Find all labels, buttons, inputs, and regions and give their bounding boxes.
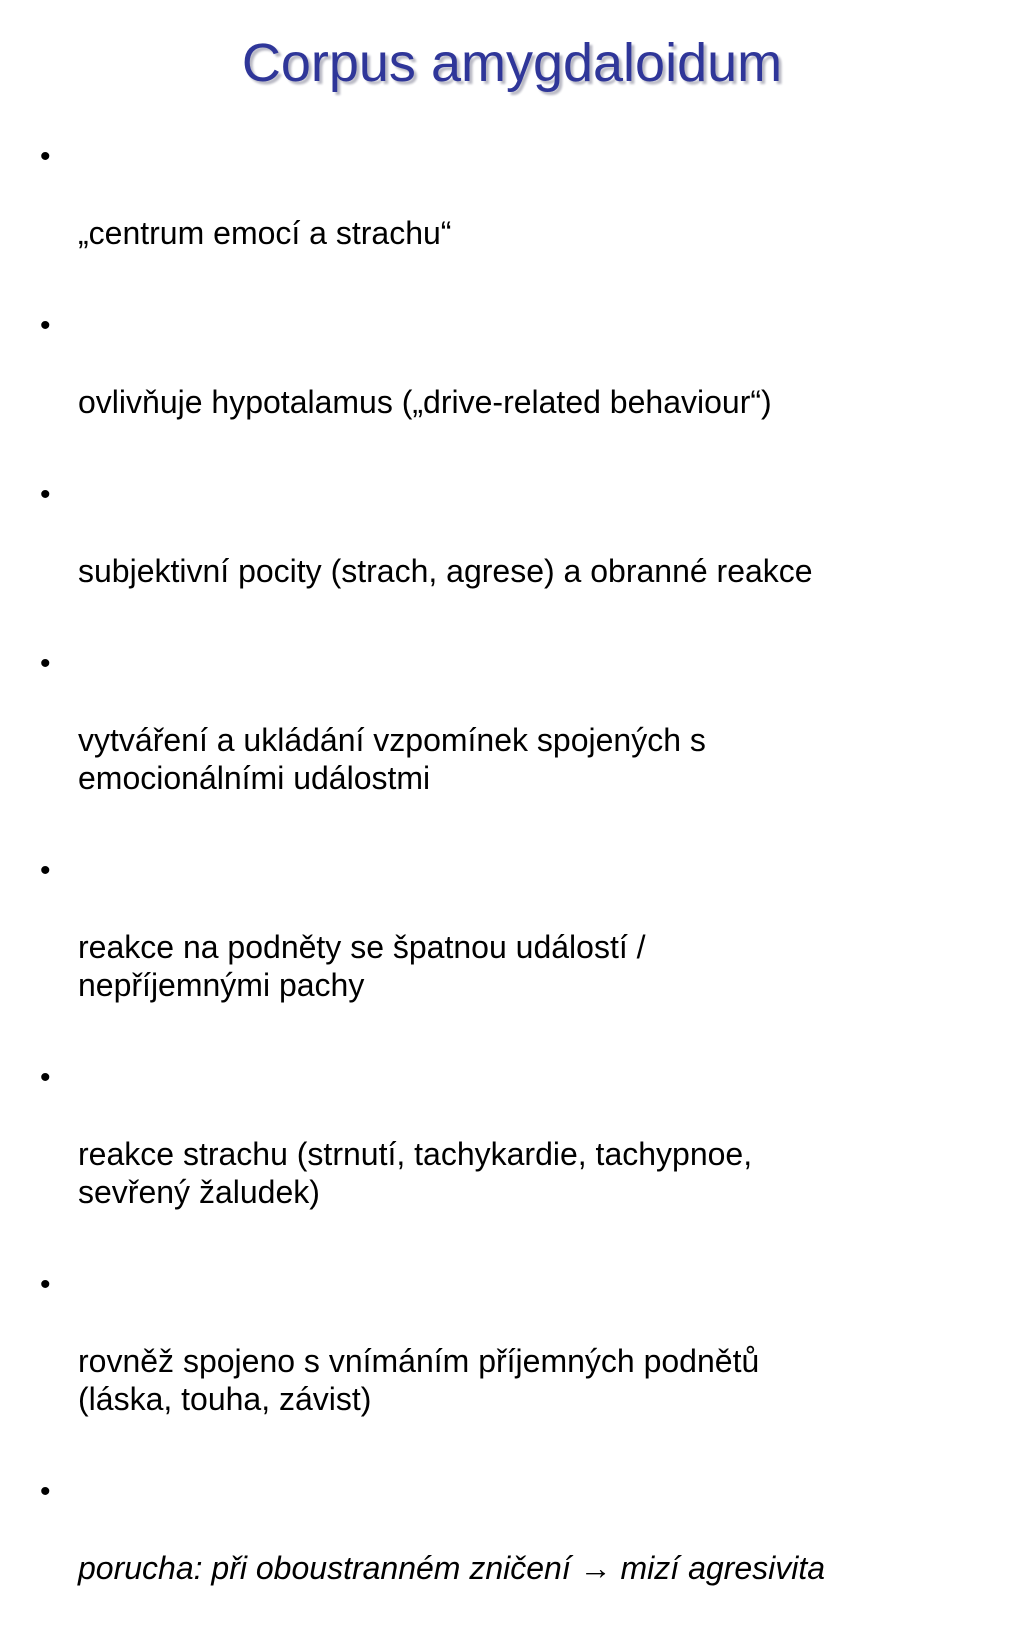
- bullet-icon: •: [40, 478, 51, 511]
- bullet-icon: •: [40, 854, 51, 887]
- bullet-icon: •: [40, 309, 51, 342]
- bullet-text: reakce na podněty se špatnou událostí / nepříjemnými pachy: [78, 929, 646, 1003]
- bullet-item: [40, 307, 1020, 459]
- bullet-text: ovlivňuje hypotalamus („drive-related behaviour“): [78, 384, 772, 420]
- bullet-item: [40, 852, 1020, 1042]
- bullet-item: [40, 1266, 1020, 1456]
- bullet-item: [40, 645, 1020, 835]
- bullet-icon: •: [40, 647, 51, 680]
- slide-title: Corpus amygdaloidum: [241, 33, 783, 93]
- bullet-icon: •: [40, 1061, 51, 1094]
- bullet-icon: •: [40, 1268, 51, 1301]
- bullet-text: rovněž spojeno s vnímáním příjemných podnětů (láska, touha, závist): [78, 1343, 760, 1417]
- bullet-text: „centrum emocí a strachu“: [78, 215, 452, 251]
- bullet-icon: •: [40, 1475, 51, 1508]
- bullet-text: reakce strachu (strnutí, tachykardie, tachypnoe, sevřený žaludek): [78, 1136, 753, 1210]
- bullet-text: vytváření a ukládání vzpomínek spojených s emocionálními událostmi: [78, 722, 706, 796]
- bullet-item: [40, 138, 1020, 290]
- bullet-text: porucha: při oboustranném zničení → mizí agresivita: [78, 1550, 826, 1586]
- bullet-item: [40, 1059, 1020, 1249]
- bullet-text: subjektivní pocity (strach, agrese) a obranné reakce: [78, 553, 813, 589]
- bullet-list: [40, 138, 1020, 1642]
- bullet-icon: •: [40, 140, 51, 173]
- bullet-item: [40, 1473, 1020, 1625]
- bullet-item: [40, 476, 1020, 628]
